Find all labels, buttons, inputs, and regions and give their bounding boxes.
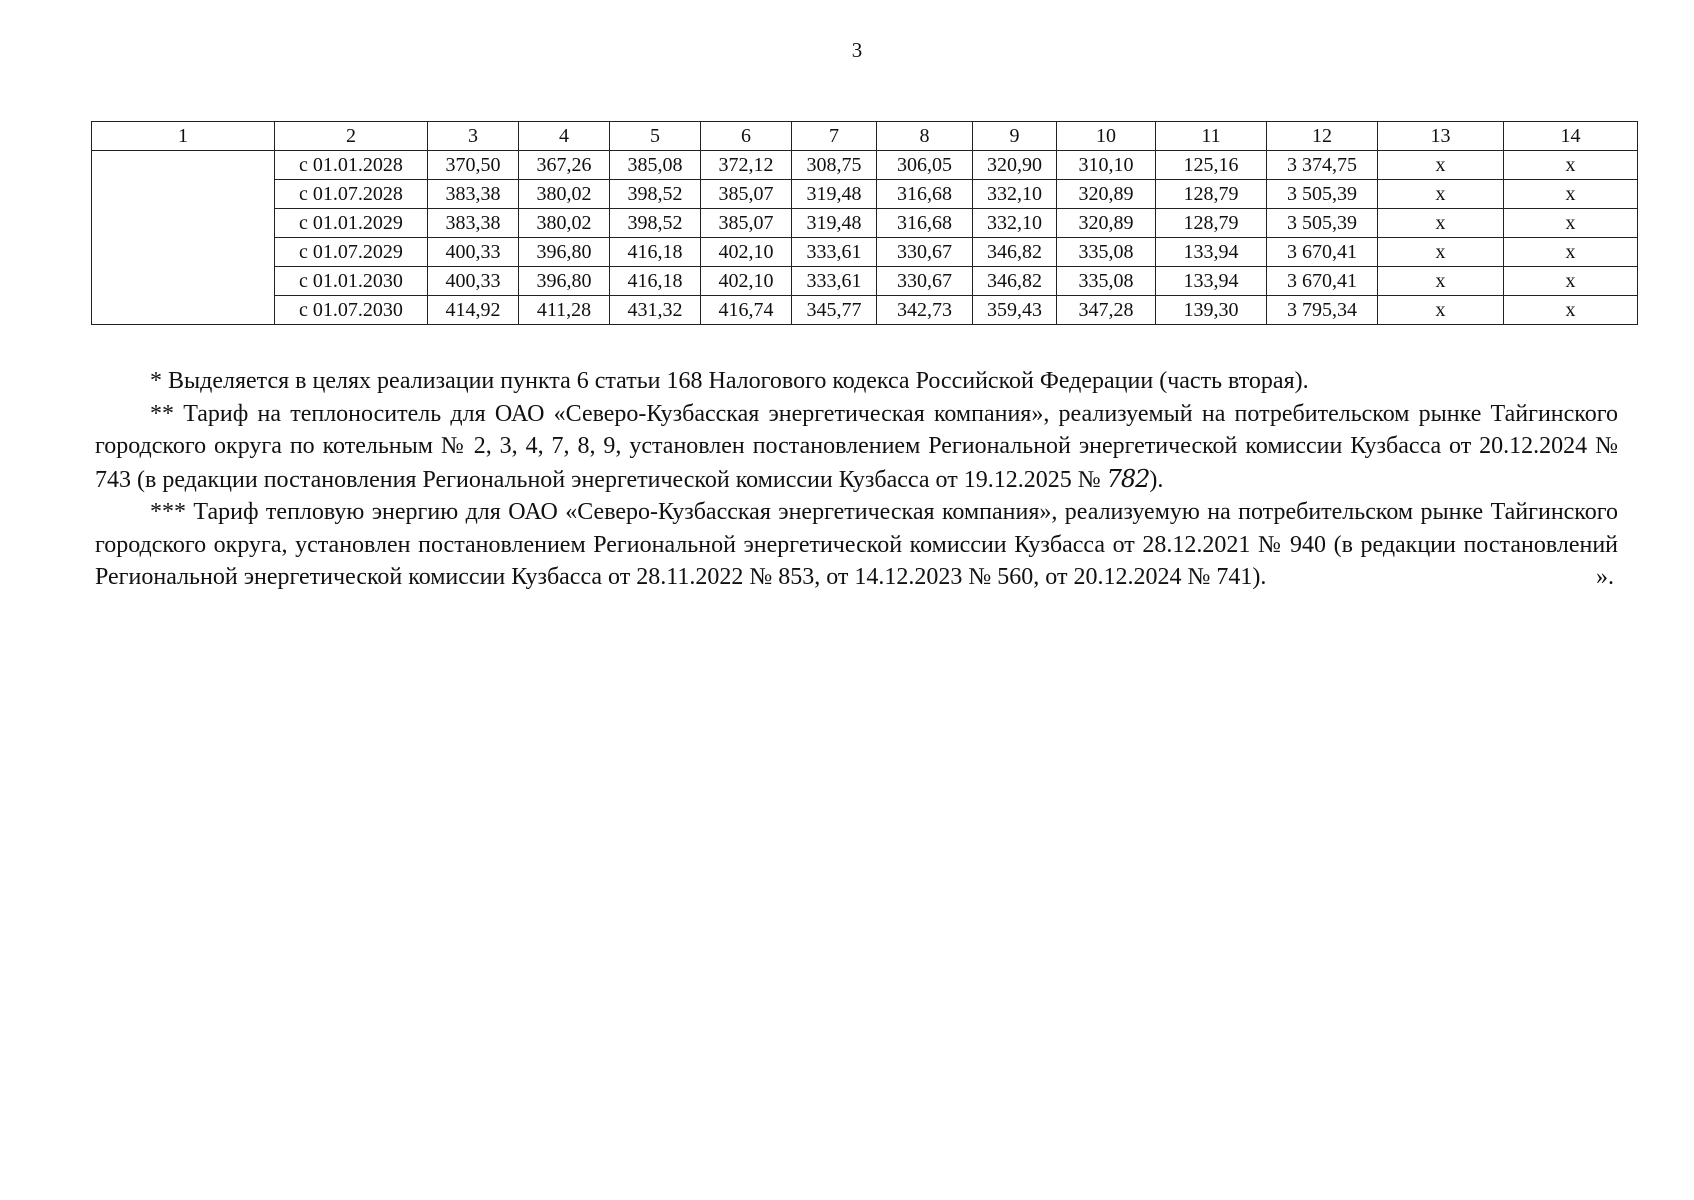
period-cell: с 01.01.2028: [275, 151, 428, 180]
page-number: 3: [851, 38, 863, 62]
value-cell: х: [1378, 296, 1504, 325]
footnotes: [95, 365, 1618, 594]
value-cell: 411,28: [519, 296, 610, 325]
value-cell: 319,48: [792, 180, 877, 209]
value-cell: 3 670,41: [1267, 267, 1378, 296]
header-cell-10: 10: [1057, 122, 1156, 151]
table-header-row: [92, 122, 1638, 151]
value-cell: 133,94: [1156, 267, 1267, 296]
value-cell: 431,32: [610, 296, 701, 325]
value-cell: 3 795,34: [1267, 296, 1378, 325]
footnote-heat-carrier-end: ).: [1149, 466, 1164, 493]
table-row: [92, 209, 1638, 238]
period-cell: с 01.07.2028: [275, 180, 428, 209]
value-cell: 3 670,41: [1267, 238, 1378, 267]
value-cell: 383,38: [428, 180, 519, 209]
value-cell: 342,73: [877, 296, 973, 325]
value-cell: 370,50: [428, 151, 519, 180]
footnote-heat-carrier: [95, 398, 1618, 497]
value-cell: 396,80: [519, 238, 610, 267]
value-cell: 372,12: [701, 151, 792, 180]
value-cell: 333,61: [792, 267, 877, 296]
value-cell: 398,52: [610, 209, 701, 238]
header-cell-7: 7: [792, 122, 877, 151]
value-cell: 316,68: [877, 209, 973, 238]
header-cell-13: 13: [1378, 122, 1504, 151]
value-cell: 320,89: [1057, 180, 1156, 209]
value-cell: х: [1378, 180, 1504, 209]
value-cell: х: [1378, 151, 1504, 180]
header-cell-5: 5: [610, 122, 701, 151]
header-cell-14: 14: [1504, 122, 1638, 151]
value-cell: 359,43: [973, 296, 1057, 325]
value-cell: 347,28: [1057, 296, 1156, 325]
value-cell: 383,38: [428, 209, 519, 238]
value-cell: 3 505,39: [1267, 180, 1378, 209]
value-cell: 332,10: [973, 209, 1057, 238]
value-cell: 320,89: [1057, 209, 1156, 238]
value-cell: 320,90: [973, 151, 1057, 180]
period-cell: с 01.07.2029: [275, 238, 428, 267]
value-cell: 139,30: [1156, 296, 1267, 325]
header-cell-11: 11: [1156, 122, 1267, 151]
value-cell: 316,68: [877, 180, 973, 209]
period-cell: с 01.07.2030: [275, 296, 428, 325]
value-cell: х: [1504, 151, 1638, 180]
value-cell: х: [1504, 296, 1638, 325]
value-cell: 335,08: [1057, 238, 1156, 267]
value-cell: 319,48: [792, 209, 877, 238]
value-cell: 385,07: [701, 180, 792, 209]
table-row: [92, 180, 1638, 209]
value-cell: 3 505,39: [1267, 209, 1378, 238]
value-cell: 416,74: [701, 296, 792, 325]
value-cell: 400,33: [428, 267, 519, 296]
value-cell: 400,33: [428, 238, 519, 267]
table-row: [92, 267, 1638, 296]
merged-empty-cell: [92, 151, 275, 325]
closing-quote: ».: [1596, 564, 1614, 590]
footnote-heat-carrier-text: ** Тариф на теплоноситель для ОАО «Северо-Кузбасская энергетическая компания», реализуемый на потребительском рынке Тайгинского городского округа по котельным № 2, 3, 4, 7, 8, 9, установлен постановлением Региональной энергетической комиссии Кузбасса от 20.12.2024 № 743 (в редакции постановления Региональной энергетической комиссии Кузбасса от 19.12.2025 №: [95, 400, 1618, 493]
value-cell: 396,80: [519, 267, 610, 296]
table-row: [92, 296, 1638, 325]
value-cell: 308,75: [792, 151, 877, 180]
value-cell: 306,05: [877, 151, 973, 180]
value-cell: 346,82: [973, 267, 1057, 296]
value-cell: х: [1378, 238, 1504, 267]
period-cell: с 01.01.2029: [275, 209, 428, 238]
value-cell: х: [1504, 180, 1638, 209]
value-cell: 333,61: [792, 238, 877, 267]
value-cell: 128,79: [1156, 209, 1267, 238]
value-cell: 402,10: [701, 238, 792, 267]
table-row: [92, 238, 1638, 267]
footnote-heat-energy-text: *** Тариф тепловую энергию для ОАО «Северо-Кузбасская энергетическая компания», реализуемую на потребительском рынке Тайгинского городского округа, установлен постановлением Региональной энергетической комиссии Кузбасса от 28.12.2021 № 940 (в редакции постановлений Региональной энергетической комиссии Кузбасса от 28.11.2022 № 853, от 14.12.2023 № 560, от 20.12.2024 № 741).: [95, 499, 1618, 590]
table-body: [92, 122, 1638, 325]
value-cell: х: [1378, 209, 1504, 238]
value-cell: х: [1378, 267, 1504, 296]
value-cell: 385,07: [701, 209, 792, 238]
header-cell-6: 6: [701, 122, 792, 151]
footnote-heat-energy: [95, 496, 1618, 594]
value-cell: 345,77: [792, 296, 877, 325]
value-cell: 128,79: [1156, 180, 1267, 209]
value-cell: х: [1504, 267, 1638, 296]
header-cell-3: 3: [428, 122, 519, 151]
value-cell: 385,08: [610, 151, 701, 180]
value-cell: 332,10: [973, 180, 1057, 209]
value-cell: 414,92: [428, 296, 519, 325]
header-cell-8: 8: [877, 122, 973, 151]
value-cell: 125,16: [1156, 151, 1267, 180]
footnote-vat: * Выделяется в целях реализации пункта 6 статьи 168 Налогового кодекса Российской Федерации (часть вторая).: [150, 368, 1309, 394]
header-cell-1: 1: [92, 122, 275, 151]
table-row: [92, 151, 1638, 180]
header-cell-12: 12: [1267, 122, 1378, 151]
value-cell: 416,18: [610, 238, 701, 267]
value-cell: 310,10: [1057, 151, 1156, 180]
value-cell: 402,10: [701, 267, 792, 296]
value-cell: 346,82: [973, 238, 1057, 267]
tariff-table: [91, 121, 1638, 325]
header-cell-2: 2: [275, 122, 428, 151]
header-cell-4: 4: [519, 122, 610, 151]
value-cell: 330,67: [877, 267, 973, 296]
value-cell: 398,52: [610, 180, 701, 209]
header-cell-9: 9: [973, 122, 1057, 151]
value-cell: 3 374,75: [1267, 151, 1378, 180]
value-cell: 367,26: [519, 151, 610, 180]
value-cell: 380,02: [519, 180, 610, 209]
value-cell: 133,94: [1156, 238, 1267, 267]
value-cell: 335,08: [1057, 267, 1156, 296]
value-cell: 330,67: [877, 238, 973, 267]
value-cell: х: [1504, 209, 1638, 238]
value-cell: 416,18: [610, 267, 701, 296]
value-cell: х: [1504, 238, 1638, 267]
handwritten-number: 782: [1106, 464, 1150, 493]
value-cell: 380,02: [519, 209, 610, 238]
period-cell: с 01.01.2030: [275, 267, 428, 296]
